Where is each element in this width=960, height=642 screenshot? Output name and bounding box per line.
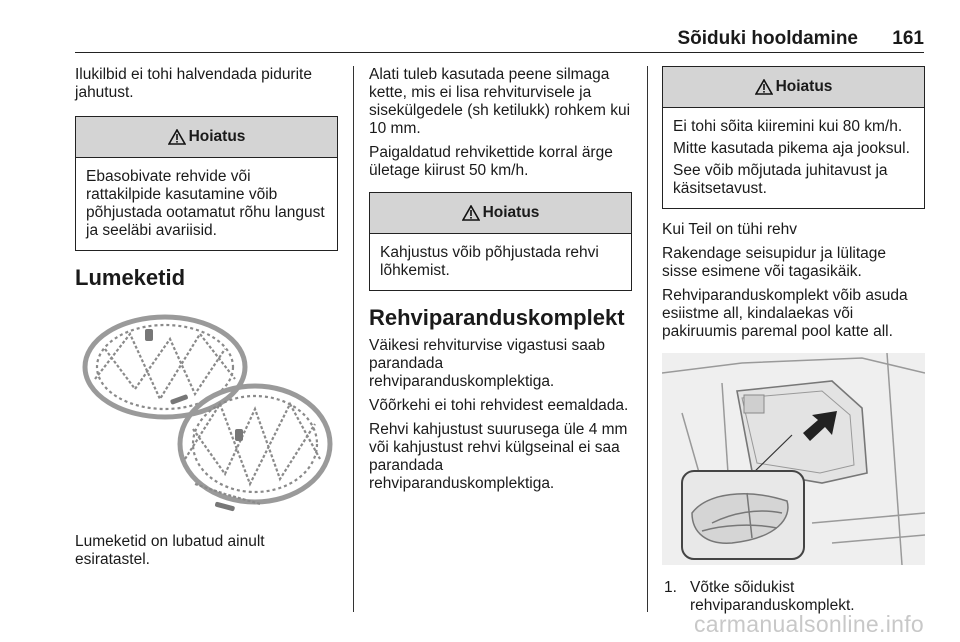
column-1: [75, 66, 338, 575]
warning-triangle-icon: [462, 205, 480, 221]
step-text: Võtke sõidukist rehviparanduskomplekt.: [690, 579, 855, 614]
chain-size-text: Alati tuleb kasutada peene silmaga kette, mis ei lisa rehviturvisele ja sisekülgedele (sh ketilukk) rohkem kui 10 mm.: [369, 66, 631, 137]
warning-box: [369, 192, 632, 291]
warning-text: Ebasobivate rehvide või rattakilpide kasutamine võib põhjustada ootamatut rõhu langust ja seeläbi avariisid.: [86, 168, 325, 239]
column-divider: [647, 66, 648, 612]
warning-header: [663, 67, 924, 108]
page-header: [75, 26, 924, 53]
column-3: [662, 66, 925, 615]
kit-location-text: Rehviparanduskomplekt võib asuda esiistme all, kindalaekas või pakiruumis paremal pool katte all.: [662, 287, 908, 340]
warning-header: [370, 193, 631, 234]
repair-kit-text-3: Rehvi kahjustust suurusega üle 4 mm või kahjustust rehvi külgseinal ei saa parandada rehviparanduskomplektiga.: [369, 421, 628, 492]
warning-title: Hoiatus: [482, 204, 540, 221]
heading-lumeketid: Lumeketid: [75, 265, 186, 290]
warning-box: [662, 66, 925, 209]
watermark: carmanualsonline.info: [693, 611, 924, 637]
repair-kit-text-1: Väikesi rehviturvise vigastusi saab parandada rehviparanduskomplektiga.: [369, 337, 606, 390]
warning-text-3: See võib mõjutada juhitavust ja käsitsetavust.: [673, 162, 888, 197]
intro-text: Ilukilbid ei tohi halvendada pidurite jahutust.: [75, 66, 312, 101]
list-item: [662, 579, 925, 615]
warning-text-1: Ei tohi sõita kiiremini kui 80 km/h.: [673, 118, 903, 135]
repair-kit-location-image: [662, 353, 925, 565]
heading-rehviparanduskomplekt: Rehviparanduskomplekt: [369, 305, 625, 330]
warning-title: Hoiatus: [775, 78, 833, 95]
column-divider: [353, 66, 354, 612]
column-2: [369, 66, 632, 499]
warning-box: [75, 116, 338, 251]
parking-brake-text: Rakendage seisupidur ja lülitage sisse esimene või tagasikäik.: [662, 245, 887, 280]
repair-kit-text-2: Võõrkehi ei tohi rehvidest eemaldada.: [369, 397, 629, 414]
warning-triangle-icon: [755, 79, 773, 95]
step-number: 1.: [664, 579, 677, 596]
warning-header: [76, 117, 337, 158]
snow-chains-image: [75, 309, 338, 519]
warning-text: Kahjustus võib põhjustada rehvi lõhkemist.: [380, 244, 599, 279]
warning-text-2: Mitte kasutada pikema aja jooksul.: [673, 140, 910, 157]
warning-title: Hoiatus: [188, 128, 246, 145]
flat-tyre-heading: Kui Teil on tühi rehv: [662, 221, 797, 238]
warning-triangle-icon: [168, 129, 186, 145]
chain-speed-text: Paigaldatud rehvikettide korral ärge ületage kiirust 50 km/h.: [369, 144, 613, 179]
snow-chains-caption: Lumeketid on lubatud ainult esiratastel.: [75, 533, 265, 568]
page-number: 161: [892, 28, 924, 49]
section-title: Sõiduki hooldamine: [677, 28, 858, 49]
